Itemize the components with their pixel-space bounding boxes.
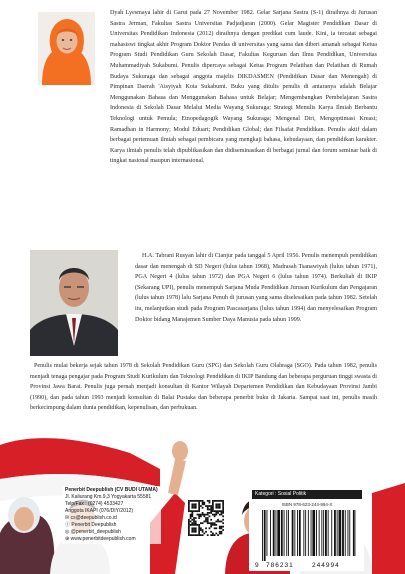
barcode bbox=[262, 510, 356, 561]
publisher-email: ✉ cs@deepublish.co.id bbox=[65, 515, 117, 521]
author2-photo bbox=[30, 250, 118, 356]
instagram-icon: ◎ bbox=[65, 529, 71, 535]
publisher-phone: Telp/Fax : (0274) 4533427 bbox=[65, 501, 124, 507]
barcode-lead-digit: 9 bbox=[255, 562, 259, 569]
author2-career: Penulis mulai bekerja sejak tahun 1978 di Sekolah Pendidikan Guru (SPG) dan Sekolah Guru Olahraga (SGO). Pada tahun 1982, penulis menjadi tenaga pengajar pada Program Studi Kurikulum dan Teknologi Pendidikan di IKIP Bandung dan beberapa perguruan tinggi swasta di Provinsi Jawa Barat. Penulis juga pernah menjadi konsultan di Kantor Wilayah Departemen Pendidikan dan Kebudayaan Provinsi Jambi (1990), dan pada tahun 1993 menjadi konsultan di Balai Pustaka dan beberapa penerbit buku di Jakarta. Sampai saat ini, penulis masih berkecimpung dalam dunia pendidikan, kepenulisan, dan perbukuan. bbox=[30, 363, 377, 412]
author1-photo bbox=[38, 12, 95, 85]
email-icon: ✉ bbox=[65, 515, 71, 521]
isbn-text: ISBN 978-623-244-994-X bbox=[281, 502, 333, 507]
publisher-website: ⊕ www.penerbitdeepublish.com bbox=[65, 536, 136, 542]
author2-bio: H.A. Tabrani Rusyan lahir di Cianjur pada tanggal 5 April 1956. Penulis menempuh pendidikan dasar dan menengah di SD Negeri (lulus tahun 1968), Madrasah Tsanawiyah (lulus tahun 1971), PGA Negeri 4 (lulus tahun 1972) dan PGA Negeri 6 (lulus tahun 1974). Berkuliah di IKIP (Sekarang UPI), penulis menempuh Sarjana Muda Pendidikan Jurusan Kurikulum dan Pengajaran (lulus tahun 1978) lalu Sarjana Penuh di jurusan yang sama diselesaikan pada tahun 1982. Setelah itu, melanjutkan studi pada Program Pascasarjana (lulus tahun 1994) dan menyelesaikan Program Doktor bidang Manajemen Sumber Daya Manusia pada tahun 1999. bbox=[135, 253, 377, 323]
category-label: Kategori : Sosial Politik bbox=[252, 490, 362, 499]
author1-bio: Dyah Lyesmaya lahir di Garut pada 27 November 1982. Gelar Sarjana Sastra (S-1) diraihnya di Jurusan Sastra Jerman, Fakultas Sastra Universitas Padjadjaran (2000). Gelar Magister Pendidikan Dasar di Universitas Pendidikan Indonesia (2012) diraihnya dengan predikat cum laude. Kini, ia tercatat sebagai mahasiswi tingkat akhir Program Doktor Pendas di universitas yang sama dan diberi amanah sebagai Ketua Program Studi Pendidikan Guru Sekolah Dasar, Fakultas Keguruan dan Ilmu Pendidikan, Universitas Muhammadiyah Sukabumi. Penulis dipercaya sebagai Ketua Program Pelatihan dan Pelatihan di Rumah Budaya Sukuraga dan sebagai anggota majelis DIKDASMEN (Pendidikan Dasar dan Menengah) di Pimpinan Daerah 'Aisyiyah Kota Sukabumi. Buku yang ditulis penulis di antaranya adalah Belajar Menggunakan Bahasa dan Menggunakan Bahasa untuk Belajar; Mengembangkan Pembelajaran Sastra Indonesia di Sekolah Dasar Melalui Media Wayang Sukuraga; Strategi Menulis Karya Ilmiah Berbantu Teknologi untuk Pemula; Etnopedagogik Wayang Sukuraga; Mengenal Diri, Mengoptimasi Kreasi; Ramadhan in Harmony; Modul Eduart; Pendidikan Global; dan Filsafat Pendidikan. Penulis aktif dalam berbagai pertemuan ilmiah sebagai pembicara yang mengkaji bahasa, kebudayaan, dan pendidikan karakter. Karya ilmiah penulis telah dipublikasikan dan didiseminasikan di berbagai jurnal dan forum seminar baik di tingkat nasional maupun internasional. bbox=[110, 10, 377, 165]
barcode-digits-right: 244994 bbox=[312, 562, 340, 569]
facebook-icon: ⓕ bbox=[65, 522, 72, 528]
qr-code bbox=[188, 500, 224, 536]
publisher-address: Jl. Kaliurang Km.9,3 Yogyakarta 55581 bbox=[65, 494, 152, 500]
publisher-instagram: ◎ @penerbit_deepublish bbox=[65, 529, 121, 535]
publisher-name: Penerbit Deepublish (CV BUDI UTAMA) bbox=[65, 487, 158, 493]
publisher-facebook: ⓕ Penerbit Deepublish bbox=[65, 522, 117, 528]
publisher-ikapi: Anggota IKAPI (076/DIY/2012) bbox=[65, 508, 134, 514]
globe-icon: ⊕ bbox=[65, 536, 71, 542]
publisher-info bbox=[62, 486, 161, 544]
barcode-digits-left: 786231 bbox=[266, 562, 294, 569]
